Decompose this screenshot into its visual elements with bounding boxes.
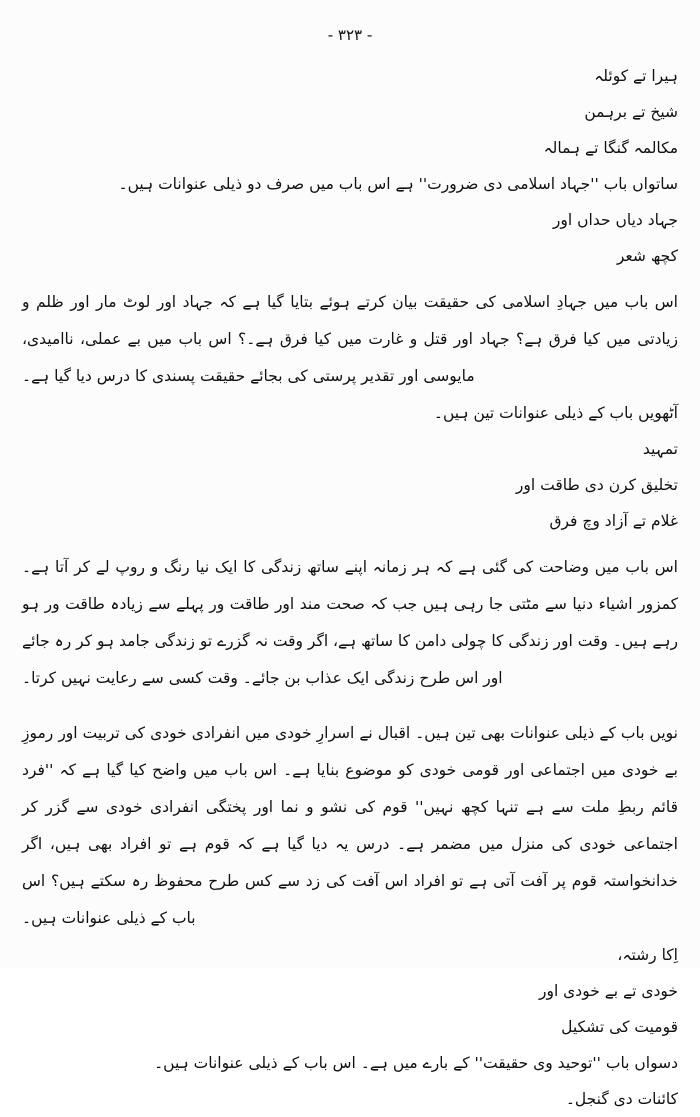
chapter-ten-intro: دسواں باب ''توحید وی حقیقت'' کے بارے میں ہے۔ اس باب کے ذیلی عنوانات ہیں۔ (154, 1054, 678, 1072)
heading-line: شیخ تے برہمن (584, 103, 678, 121)
page-number: - ۳۲۳ - (327, 26, 373, 44)
chapter-seven-subhead: جہاد دیاں حداں اور (552, 211, 678, 229)
chapter-seven-subhead: کچھ شعر (616, 247, 678, 265)
chapter-eight-subhead: غلام تے آزاد وچ فرق (549, 512, 678, 530)
spacer (22, 274, 678, 284)
chapter-eight-paragraph: اس باب میں وضاحت کی گئی ہے کہ ہر زمانہ اپنے ساتھ زندگی کا ایک نیا رنگ و روپ لے کر آتا ہے۔ کمزور اشیاء دنیا سے مٹتی جا رہی ہیں جب کہ صحت مند اور طاقت ور پہلے سے زیادہ طاقت ور ہو رہے ہیں۔ وقت اور زندگی کا چولی دامن کا ساتھ ہے، اگر وقت نہ گزرے تو زندگی جامد ہو کر رہ جائے اور اس طرح زندگی ایک عذاب بن جائے۔ وقت کسی سے رعایت نہیں کرتا۔ (22, 558, 678, 687)
chapter-nine-subhead: قومیت کی تشکیل (561, 1018, 678, 1036)
chapter-nine-subhead: خودی تے بے خودی اور (538, 982, 678, 1000)
chapter-seven-paragraph: اس باب میں جہادِ اسلامی کی حقیقت بیان کرتے ہوئے بتایا گیا ہے کہ جہاد اور لوٹ مار اور ظلم و زیادتی میں کیا فرق ہے؟ جہاد اور قتل و غارت میں کیا فرق ہے۔؟ اس باب میں بے عملی، ناامیدی، مایوسی اور تقدیر پرستی کی بجائے حقیقت پسندی کا درس دیا گیا ہے۔ (22, 293, 678, 385)
chapter-eight-subhead: تمہید (642, 440, 678, 458)
chapter-ten-subhead: کائنات دی گنجل۔ (565, 1090, 678, 1108)
chapter-seven-intro: ساتواں باب ''جہاد اسلامی دی ضرورت'' ہے اس باب میں صرف دو ذیلی عنوانات ہیں۔ (118, 175, 678, 193)
chapter-eight-subhead: تخلیق کرن دی طاقت اور (515, 476, 678, 494)
chapter-eight-intro: آٹھویں باب کے ذیلی عنوانات تین ہیں۔ (433, 404, 678, 422)
heading-line: مکالمہ گنگا تے ہمالہ (543, 139, 678, 157)
chapter-nine-paragraph: نویں باب کے ذیلی عنوانات بھی تین ہیں۔ اقبال نے اسرارِ خودی میں انفرادی خودی کی تربیت اور رموزِ بے خودی میں اجتماعی اور قومی خودی کو موضوع بنایا ہے۔ اس باب میں واضح کیا گیا ہے کہ ''فرد قائم ربطِ ملت سے ہے تنہا کچھ نہیں'' قوم کی نشو و نما اور پختگی انفرادی خودی سے گزر کر اجتماعی خودی کی منزل میں مضمر ہے۔ درس یہ دیا گیا ہے کہ قوم ہے تو افراد بھی ہیں، اگر خدانخواستہ قوم پر آفت آتی ہے تو افراد اس آفت کی زد سے کس طرح محفوظ رہ سکتے ہیں؟ اس باب کے ذیلی عنوانات ہیں۔ (22, 724, 678, 927)
chapter-nine-subhead: اِکا رشتہ، (617, 946, 678, 964)
spacer (22, 697, 678, 715)
heading-line: ہیرا تے کوئلہ (594, 67, 678, 85)
spacer (22, 539, 678, 549)
page-content (22, 58, 678, 1117)
